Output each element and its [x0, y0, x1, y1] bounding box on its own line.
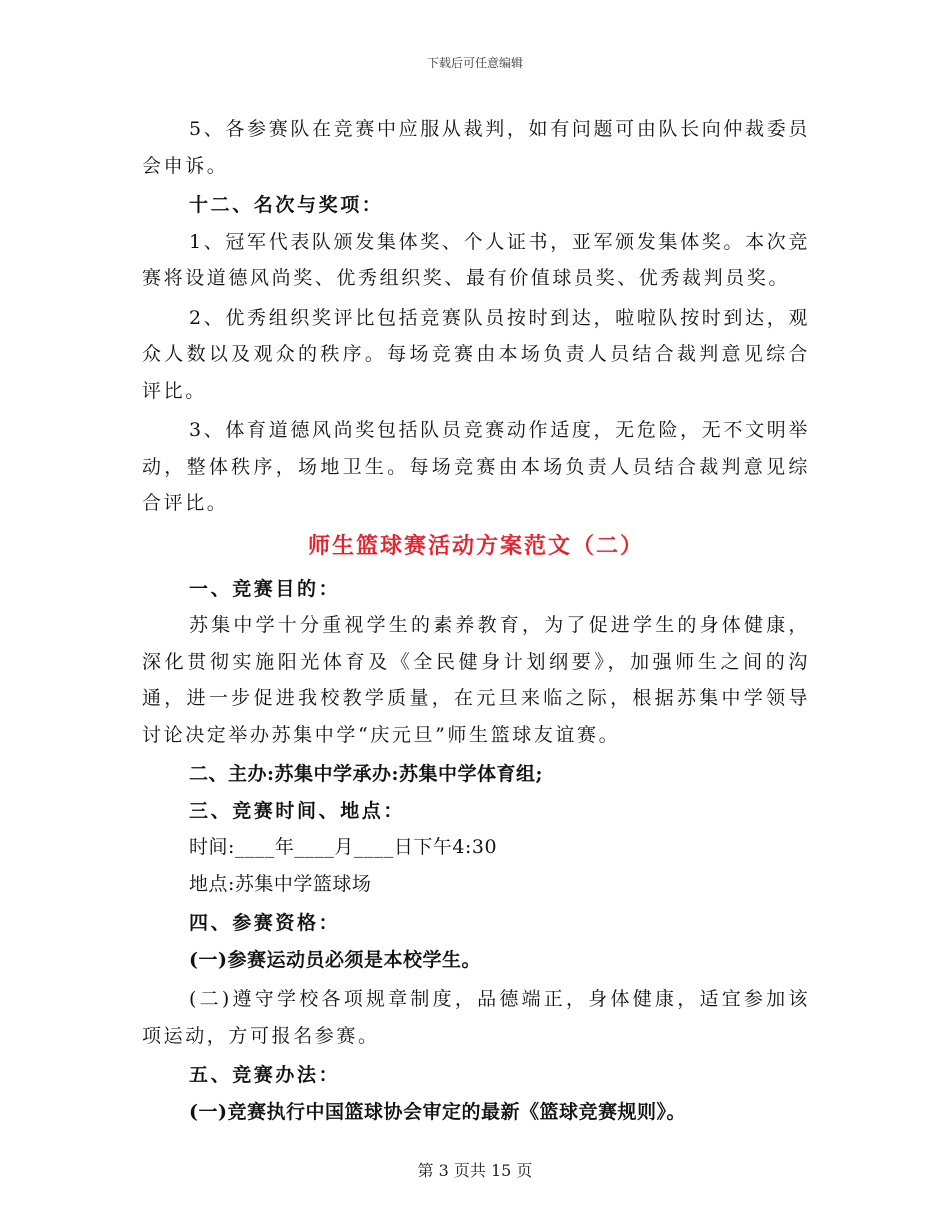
rules-item-1: (一)竞赛执行中国篮球协会审定的最新《篮球竞赛规则》。: [189, 1100, 686, 1123]
award-item-1: 1、冠军代表队颁发集体奖、个人证书，亚军颁发集体奖。本次竞赛将设道德风尚奖、优秀组织奖、最有价值球员奖、优秀裁判员奖。: [142, 230, 810, 289]
event-time: 时间:____年____月____日下午4:30: [189, 836, 498, 858]
section-heading-eligibility: 四、参赛资格：: [189, 912, 341, 934]
award-item-2: 2、优秀组织奖评比包括竞赛队员按时到达，啦啦队按时到达，观众人数以及观众的秩序。每场竞赛由本场负责人员结合裁判意见综合评比。: [142, 306, 810, 402]
section-heading-organizer: 二、主办:苏集中学承办:苏集中学体育组;: [189, 763, 544, 785]
document-body: [142, 111, 810, 1130]
section-heading-time-place: 三、竞赛时间、地点：: [189, 799, 406, 822]
purpose-paragraph: 苏集中学十分重视学生的素养教育，为了促进学生的身体健康，深化贯彻实施阳光体育及《全民健身计划纲要》，加强师生之间的沟通，进一步促进我校教学质量，在元旦来临之际，根据苏集中学领导讨论决定举办苏集中学“庆元旦”师生篮球友谊赛。: [142, 614, 810, 746]
award-item-3: 3、体育道德风尚奖包括队员竞赛动作适度，无危险，无不文明举动，整体秩序，场地卫生。每场竞赛由本场负责人员结合裁判意见综合评比。: [142, 419, 810, 514]
document-title: 师生篮球赛活动方案范文（二）: [307, 532, 644, 559]
page-number: 第 3 页共 15 页: [417, 1161, 533, 1180]
event-place: 地点:苏集中学篮球场: [189, 872, 372, 895]
section-heading-rules: 五、竞赛办法：: [189, 1064, 341, 1086]
eligibility-item-2: (二)遵守学校各项规章制度，品德端正，身体健康，适宜参加该项运动，方可报名参赛。: [142, 988, 810, 1047]
eligibility-item-1: (一)参赛运动员必须是本校学生。: [189, 948, 481, 971]
section-heading-awards: 十二、名次与奖项：: [189, 194, 384, 216]
rule-item-5: 5、各参赛队在竞赛中应服从裁判，如有问题可由队长向仲裁委员会申诉。: [142, 118, 810, 177]
page-header: 下载后可任意编辑: [426, 56, 523, 70]
section-heading-purpose: 一、竞赛目的：: [189, 577, 341, 600]
